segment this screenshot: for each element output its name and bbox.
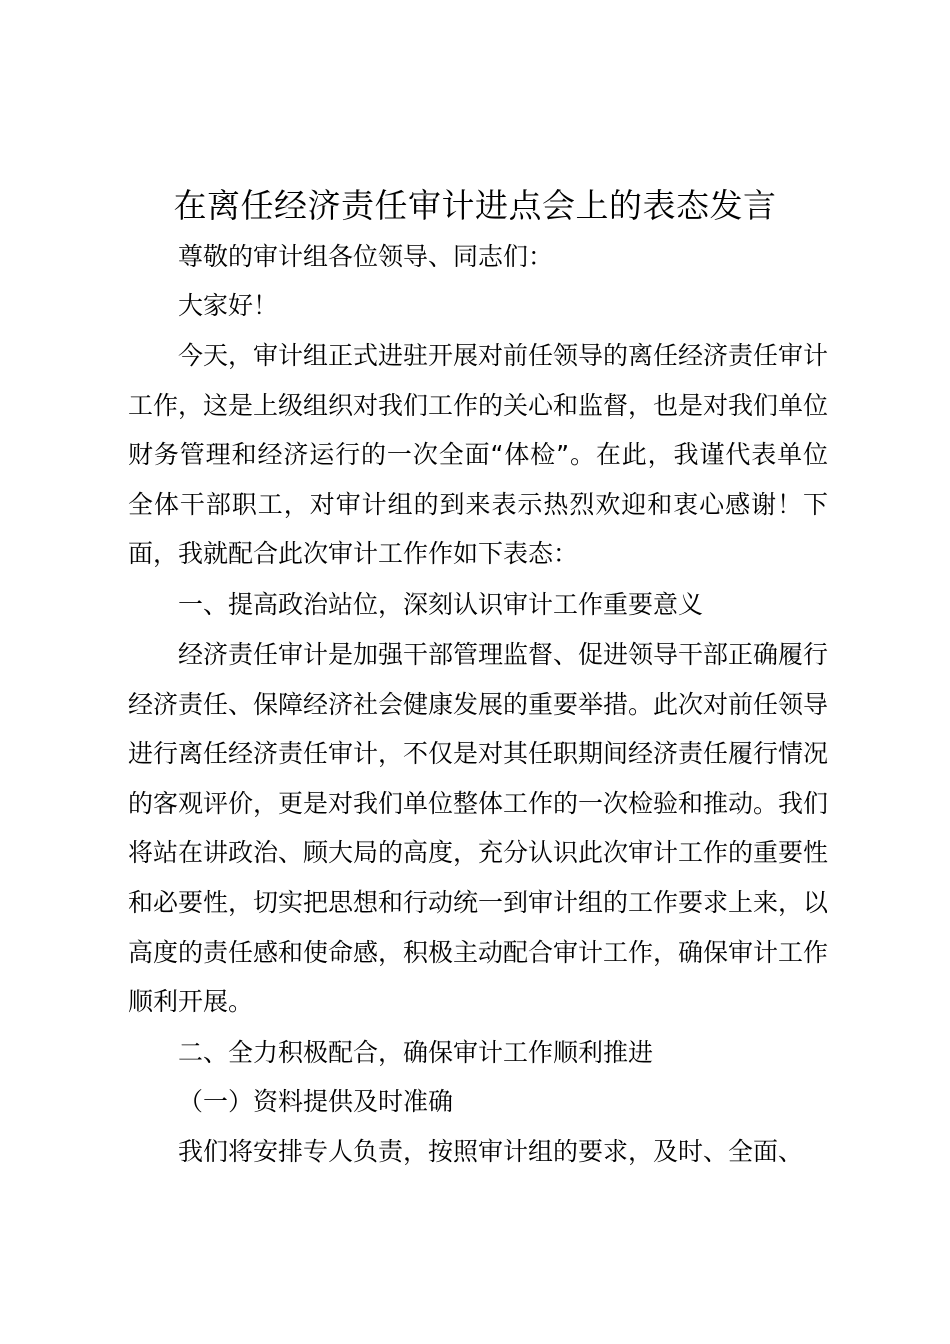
paragraph-opening: 今天，审计组正式进驻开展对前任领导的离任经济责任审计工作，这是上级组织对我们工作的关心和监督，也是对我们单位财务管理和经济运行的一次全面“体检”。在此，我谨代表单位全体干部职工，对审计组的到来表示热烈欢迎和衷心感谢！下面，我就配合此次审计工作作如下表态： xyxy=(128,341,829,569)
paragraph-subsection-1: 我们将安排专人负责，按照审计组的要求，及时、全面、 xyxy=(178,1137,804,1166)
subsection-heading-1: （一）资料提供及时准确 xyxy=(178,1087,454,1116)
section-heading-1: 一、提高政治站位，深刻认识审计工作重要意义 xyxy=(178,590,704,619)
document-title: 在离任经济责任审计进点会上的表态发言 xyxy=(173,186,777,225)
paragraph-section-1: 经济责任审计是加强干部管理监督、促进领导干部正确履行经济责任、保障经济社会健康发展的重要举措。此次对前任领导进行离任经济责任审计，不仅是对其任职期间经济责任履行情况的客观评价，更是对我们单位整体工作的一次检验和推动。我们将站在讲政治、顾大局的高度，充分认识此次审计工作的重要性和必要性，切实把思想和行动统一到审计组的工作要求上来，以高度的责任感和使命感，积极主动配合审计工作，确保审计工作顺利开展。 xyxy=(128,640,829,1017)
salutation: 尊敬的审计组各位领导、同志们： xyxy=(178,242,554,271)
section-heading-2: 二、全力积极配合，确保审计工作顺利推进 xyxy=(178,1038,654,1067)
greeting: 大家好！ xyxy=(178,291,279,320)
